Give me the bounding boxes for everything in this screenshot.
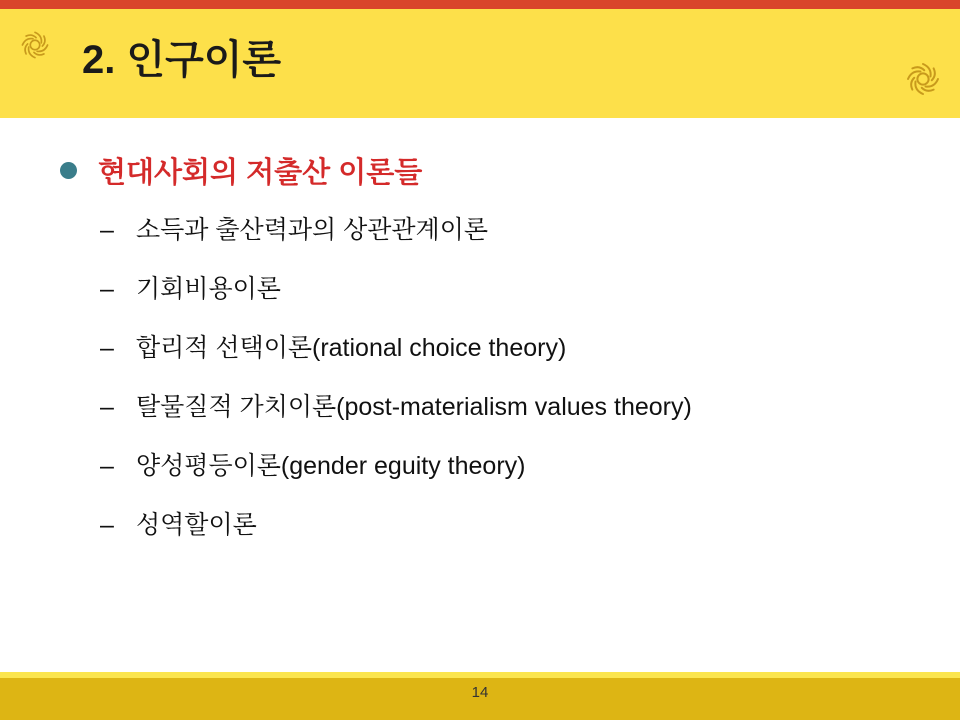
dash-marker: – bbox=[100, 334, 114, 362]
list-item-text: 탈물질적 가치이론(post-materialism values theory) bbox=[136, 393, 692, 421]
list-item-text: 기회비용이론 bbox=[136, 275, 281, 303]
main-bullet bbox=[60, 148, 422, 192]
list-item bbox=[100, 208, 692, 267]
footer-band bbox=[0, 672, 960, 720]
list-item bbox=[100, 326, 692, 385]
dash-marker: – bbox=[100, 393, 114, 421]
dash-marker: – bbox=[100, 216, 114, 244]
dash-marker: – bbox=[100, 275, 114, 303]
list-item bbox=[100, 503, 692, 562]
list-item-text: 합리적 선택이론(rational choice theory) bbox=[136, 334, 567, 362]
dash-marker: – bbox=[100, 452, 114, 480]
main-heading: 현대사회의 저출산 이론들 bbox=[98, 156, 423, 189]
page-number: 14 bbox=[471, 684, 489, 701]
list-item bbox=[100, 385, 692, 444]
page-title: 2. 인구이론 bbox=[82, 38, 282, 82]
theory-list bbox=[100, 208, 692, 562]
list-item-text: 소득과 출산력과의 상관관계이론 bbox=[136, 216, 488, 244]
circle-bullet-icon bbox=[60, 162, 77, 179]
list-item bbox=[100, 267, 692, 326]
list-item-text: 성역할이론 bbox=[136, 511, 257, 539]
list-item bbox=[100, 444, 692, 503]
list-item-text: 양성평등이론(gender eguity theory) bbox=[136, 452, 526, 480]
footer-accent-line bbox=[0, 672, 960, 678]
dash-marker: – bbox=[100, 511, 114, 539]
